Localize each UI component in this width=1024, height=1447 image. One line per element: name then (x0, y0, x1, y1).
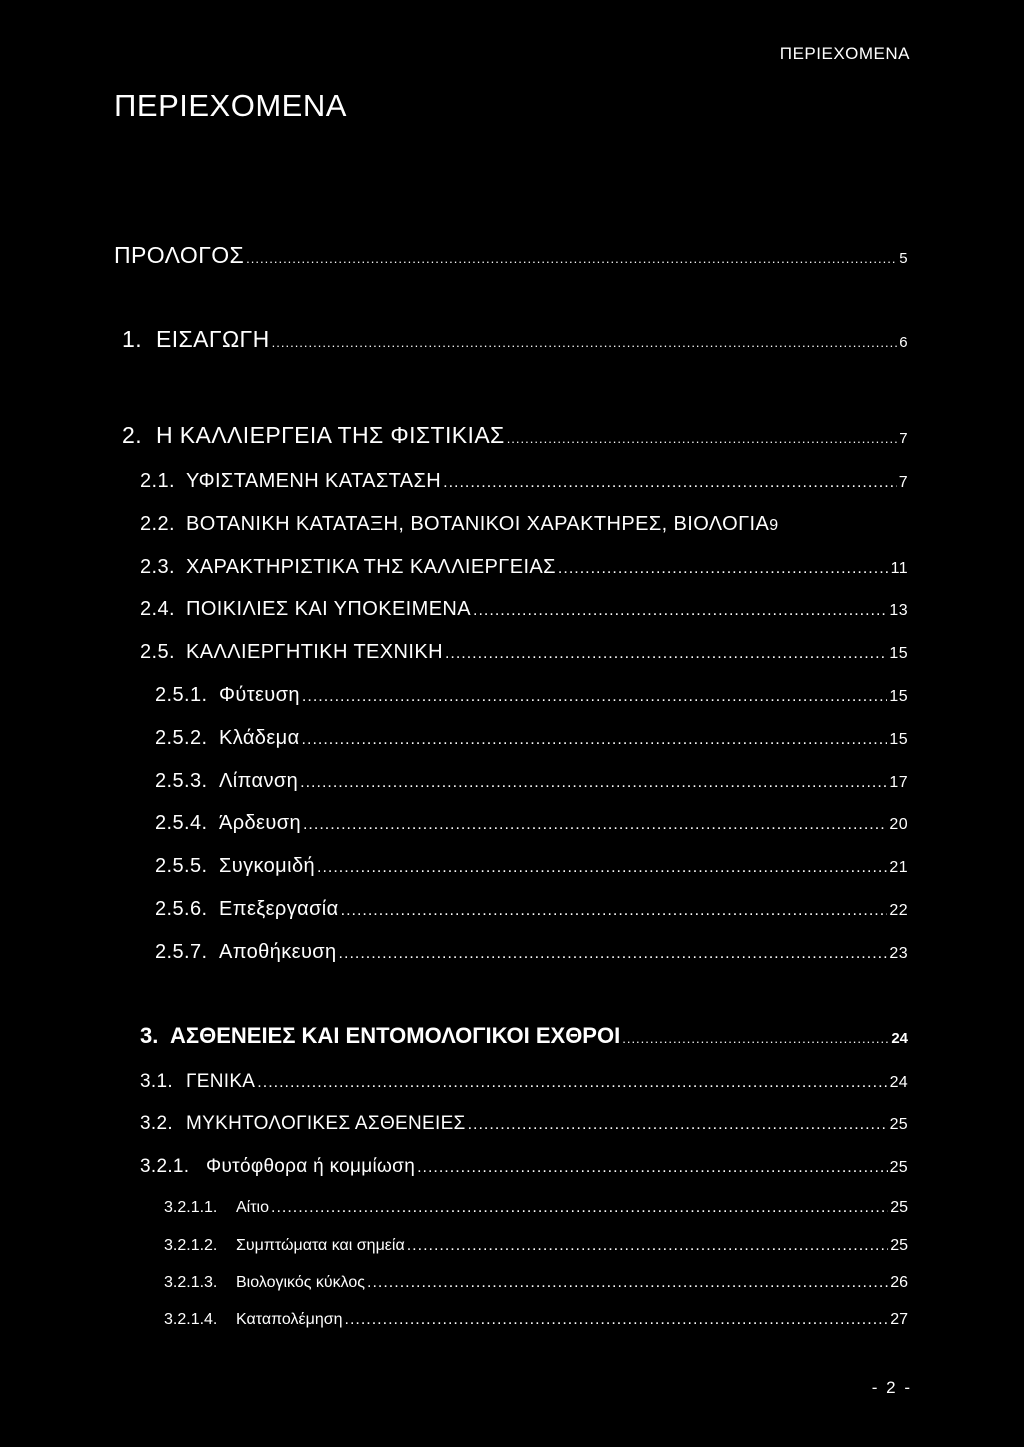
toc-entry (155, 727, 908, 750)
toc-entry (155, 684, 908, 707)
toc-entry-text: ΧΑΡΑΚΤΗΡΙΣΤΙΚΑ ΤΗΣ ΚΑΛΛΙΕΡΓΕΙΑΣ (186, 556, 556, 578)
toc-entry-number: 2.2. (140, 513, 175, 535)
toc-entry-page: 13 (889, 602, 908, 619)
toc-entry (155, 770, 908, 793)
toc-entry-page: 20 (889, 816, 908, 833)
toc-entry-text: ΠΟΙΚΙΛΙΕΣ ΚΑΙ ΥΠΟΚΕΙΜΕΝΑ (186, 598, 472, 620)
toc-entry-number: 3.2.1.4. (164, 1311, 218, 1328)
toc-entry-page: 25 (890, 1199, 908, 1216)
toc-leader-dots (473, 602, 887, 620)
toc-entry-page: 26 (890, 1274, 908, 1291)
page-number: - 2 - (871, 1378, 912, 1397)
toc-entry-number: 2.1. (140, 470, 175, 492)
toc-entry (155, 941, 908, 964)
running-header: ΠΕΡΙΕΧΟΜΕΝΑ (779, 44, 910, 63)
toc-entry-page: 25 (889, 1116, 908, 1133)
toc-entry (155, 855, 908, 878)
toc-leader-dots (271, 1199, 888, 1217)
toc-entry (122, 326, 908, 353)
toc-leader-dots (272, 335, 898, 350)
toc-entry-text: Συγκομιδή (219, 855, 316, 877)
toc-leader-dots (303, 816, 887, 834)
toc-leader-dots (468, 1116, 888, 1134)
toc-entry-page: 6 (899, 334, 908, 351)
toc-leader-dots (622, 1031, 889, 1046)
toc-entry-text: ΜΥΚΗΤΟΛΟΓΙΚΕΣ ΑΣΘΕΝΕΙΕΣ (186, 1113, 466, 1134)
toc-entry-text: ΚΑΛΛΙΕΡΓΗΤΙΚΗ ΤΕΧΝΙΚΗ (186, 641, 443, 663)
toc-entry-text: Καταπολέμηση (236, 1311, 343, 1328)
toc-entry-page: 21 (889, 859, 908, 876)
toc-entry (140, 470, 908, 493)
toc-leader-dots (507, 431, 898, 446)
toc-entry-text: ΕΙΣΑΓΩΓΗ (156, 326, 270, 352)
toc-entry (164, 1311, 908, 1329)
toc-entry-page: 23 (889, 945, 908, 962)
toc-entry-number: 2.5.6. (155, 898, 208, 920)
toc-leader-dots (407, 1237, 888, 1255)
toc-entry (164, 1274, 908, 1292)
toc-entry-text: Αίτιο (236, 1199, 269, 1216)
toc-entry-number: 3.2.1.2. (164, 1237, 218, 1254)
toc-entry-number: 2.3. (140, 556, 175, 578)
toc-entry-number: 2.5.3. (155, 770, 208, 792)
toc-entry (140, 1113, 908, 1135)
toc-entry (140, 1156, 908, 1178)
toc-entry (164, 1237, 908, 1255)
toc-leader-dots (558, 560, 889, 578)
toc-entry (164, 1199, 908, 1217)
toc-entry-text: ΑΣΘΕΝΕΙΕΣ ΚΑΙ ΕΝΤΟΜΟΛΟΓΙΚΟΙ ΕΧΘΡΟΙ (170, 1023, 621, 1048)
toc-entry-number: 3.2. (140, 1113, 173, 1134)
toc-leader-dots (257, 1074, 887, 1092)
toc-entry-number: 2.5.4. (155, 812, 208, 834)
toc-entry-page: 25 (890, 1237, 908, 1254)
toc-entry-page: 17 (889, 774, 908, 791)
toc-entry (122, 422, 908, 449)
toc-entry-page: 27 (890, 1311, 908, 1328)
toc-entry (140, 556, 908, 579)
toc-entry-text: Φύτευση (219, 684, 300, 706)
toc-leader-dots (339, 945, 888, 963)
toc-entry-number: 2.5.7. (155, 941, 208, 963)
toc-entry (140, 641, 908, 664)
toc-entry-text: ΓΕΝΙΚΑ (186, 1071, 256, 1092)
toc-entry-number: 2.5.2. (155, 727, 208, 749)
toc-leader-dots (367, 1274, 888, 1292)
toc-entry-page: 11 (890, 560, 908, 577)
toc-leader-dots (443, 474, 897, 492)
toc-leader-dots (302, 688, 887, 706)
toc-entry-text: ΠΡΟΛΟΓΟΣ (114, 242, 245, 268)
toc-entry-text: Συμπτώματα και σημεία (236, 1237, 405, 1254)
toc-entry-text: Κλάδεμα (219, 727, 300, 749)
toc-entry (155, 812, 908, 835)
page-title: ΠΕΡΙΕΧΟΜΕΝΑ (114, 88, 347, 123)
toc-entry-number: 2.4. (140, 598, 175, 620)
toc-entry-text: Βιολογικός κύκλος (236, 1274, 366, 1291)
toc-leader-dots (341, 902, 888, 920)
toc-entry-text: ΥΦΙΣΤΑΜΕΝΗ ΚΑΤΑΣΤΑΣΗ (186, 470, 442, 492)
toc-entry-page: 7 (899, 430, 908, 447)
toc-entry-text: Φυτόφθορα ή κομμίωση (206, 1156, 416, 1177)
toc-entry-number: 2. (122, 422, 142, 448)
toc-entry-number: 2.5.5. (155, 855, 208, 877)
toc-entry-text: Αποθήκευση (219, 941, 337, 963)
toc-leader-dots (317, 859, 887, 877)
toc-entry-number: 3.1. (140, 1071, 173, 1092)
toc-entry (140, 513, 914, 536)
toc-entry-number: 2.5.1. (155, 684, 208, 706)
toc-leader-dots (302, 731, 888, 749)
toc-entry-page: 24 (891, 1030, 908, 1047)
toc-entry-page: 5 (899, 250, 908, 267)
toc-entry (140, 1071, 908, 1093)
toc-entry-page: 15 (889, 731, 908, 748)
toc-entry-number: 2.5. (140, 641, 175, 663)
toc-entry-number: 1. (122, 326, 142, 352)
toc-entry-text: Η ΚΑΛΛΙΕΡΓΕΙΑ ΤΗΣ ΦΙΣΤΙΚΙΑΣ (156, 422, 505, 448)
toc-leader-dots (345, 1311, 889, 1329)
toc-entry-text: Επεξεργασία (219, 898, 339, 920)
toc-entry-page: 25 (889, 1159, 908, 1176)
toc-entry-page: 15 (889, 688, 908, 705)
toc-entry-page: 24 (889, 1074, 908, 1091)
toc-entry-number: 3.2.1. (140, 1156, 190, 1177)
toc-entry (140, 598, 908, 621)
toc-entry-page: 15 (889, 645, 908, 662)
toc-entry (114, 242, 908, 269)
toc-entry-text: ΒΟΤΑΝΙΚΗ ΚΑΤΑΤΑΞΗ, ΒΟΤΑΝΙΚΟΙ ΧΑΡΑΚΤΗΡΕΣ, ΒΙΟΛΟΓΙΑ (186, 513, 770, 535)
toc-entry-page: 22 (889, 902, 908, 919)
toc-entry-text: Άρδευση (219, 812, 301, 834)
toc-entry-text: Λίπανση (219, 770, 299, 792)
toc-leader-dots (417, 1159, 888, 1177)
toc-leader-dots (445, 645, 887, 663)
toc-entry-page: 9 (769, 517, 779, 534)
toc-entry-page: 7 (898, 474, 908, 491)
toc-entry-number: 3.2.1.3. (164, 1274, 218, 1291)
toc-entry-number: 3. (140, 1023, 159, 1048)
toc-entry (140, 1023, 908, 1049)
toc-entry-number: 3.2.1.1. (164, 1199, 218, 1216)
toc-leader-dots (300, 774, 887, 792)
toc-entry (155, 898, 908, 921)
toc-leader-dots (246, 251, 897, 266)
